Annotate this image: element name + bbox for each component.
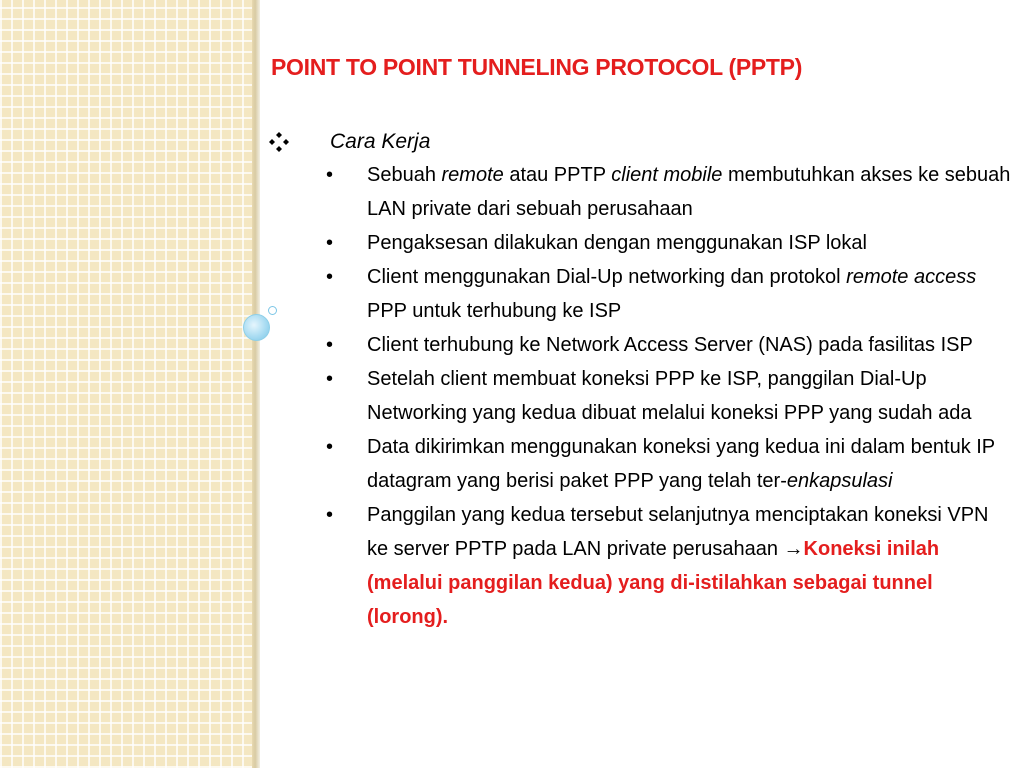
bullet-dot-icon: •	[326, 334, 334, 356]
highlight-text: Koneksi inilah (melalui panggilan kedua) yang di-istilahkan sebagai tunnel (lorong).	[367, 538, 940, 628]
slide-title: POINT TO POINT TUNNELING PROTOCOL (PPTP)	[271, 54, 803, 80]
bullet-dot-icon: •	[326, 164, 334, 186]
list-item	[266, 430, 1012, 498]
italic-text: client mobile	[611, 164, 723, 186]
sidebar-divider	[252, 0, 260, 768]
italic-text: remote access	[846, 266, 977, 288]
section-header	[266, 126, 1016, 158]
list-item	[266, 362, 1012, 430]
list-item	[266, 328, 1012, 362]
bullet-text: Data dikirimkan menggunakan koneksi yang kedua ini dalam bentuk IP datagram yang berisi paket PPP yang telah ter-	[367, 436, 995, 492]
list-item	[266, 226, 1012, 260]
bullet-text: membutuhkan akses ke sebuah LAN private dari sebuah perusahaan	[367, 164, 1011, 220]
bullet-dot-icon: •	[326, 266, 334, 288]
italic-text: remote	[441, 164, 504, 186]
italic-text: enkapsulasi	[786, 470, 893, 492]
list-item	[266, 260, 1012, 328]
bullet-text: Panggilan yang kedua tersebut selanjutnya menciptakan koneksi VPN ke server PPTP pada LAN private perusahaan	[367, 504, 989, 560]
list-item	[266, 158, 1012, 226]
bullet-list	[266, 158, 1016, 634]
four-diamond-icon	[268, 131, 290, 153]
bullet-text: Sebuah	[367, 164, 442, 186]
bullet-dot-icon: •	[326, 504, 334, 526]
bullet-text: PPP untuk terhubung ke ISP	[367, 300, 622, 322]
bullet-text: atau PPTP	[503, 164, 612, 186]
bullet-text: Client terhubung ke Network Access Server (NAS) pada fasilitas ISP	[367, 334, 973, 356]
bullet-text: Client menggunakan Dial-Up networking dan protokol	[367, 266, 847, 288]
bullet-dot-icon: •	[326, 368, 334, 390]
decorative-sidebar	[0, 0, 252, 768]
bullet-text: Pengaksesan dilakukan dengan menggunakan ISP lokal	[367, 232, 867, 254]
arrow-icon: →	[783, 538, 804, 560]
bullet-dot-icon: •	[326, 436, 334, 458]
list-item	[266, 498, 1012, 634]
section-label: Cara Kerja	[330, 130, 431, 153]
bullet-dot-icon: •	[326, 232, 334, 254]
bullet-text: Setelah client membuat koneksi PPP ke ISP, panggilan Dial-Up Networking yang kedua dibuat melalui koneksi PPP yang sudah ada	[367, 368, 972, 424]
content-section	[266, 126, 1016, 628]
